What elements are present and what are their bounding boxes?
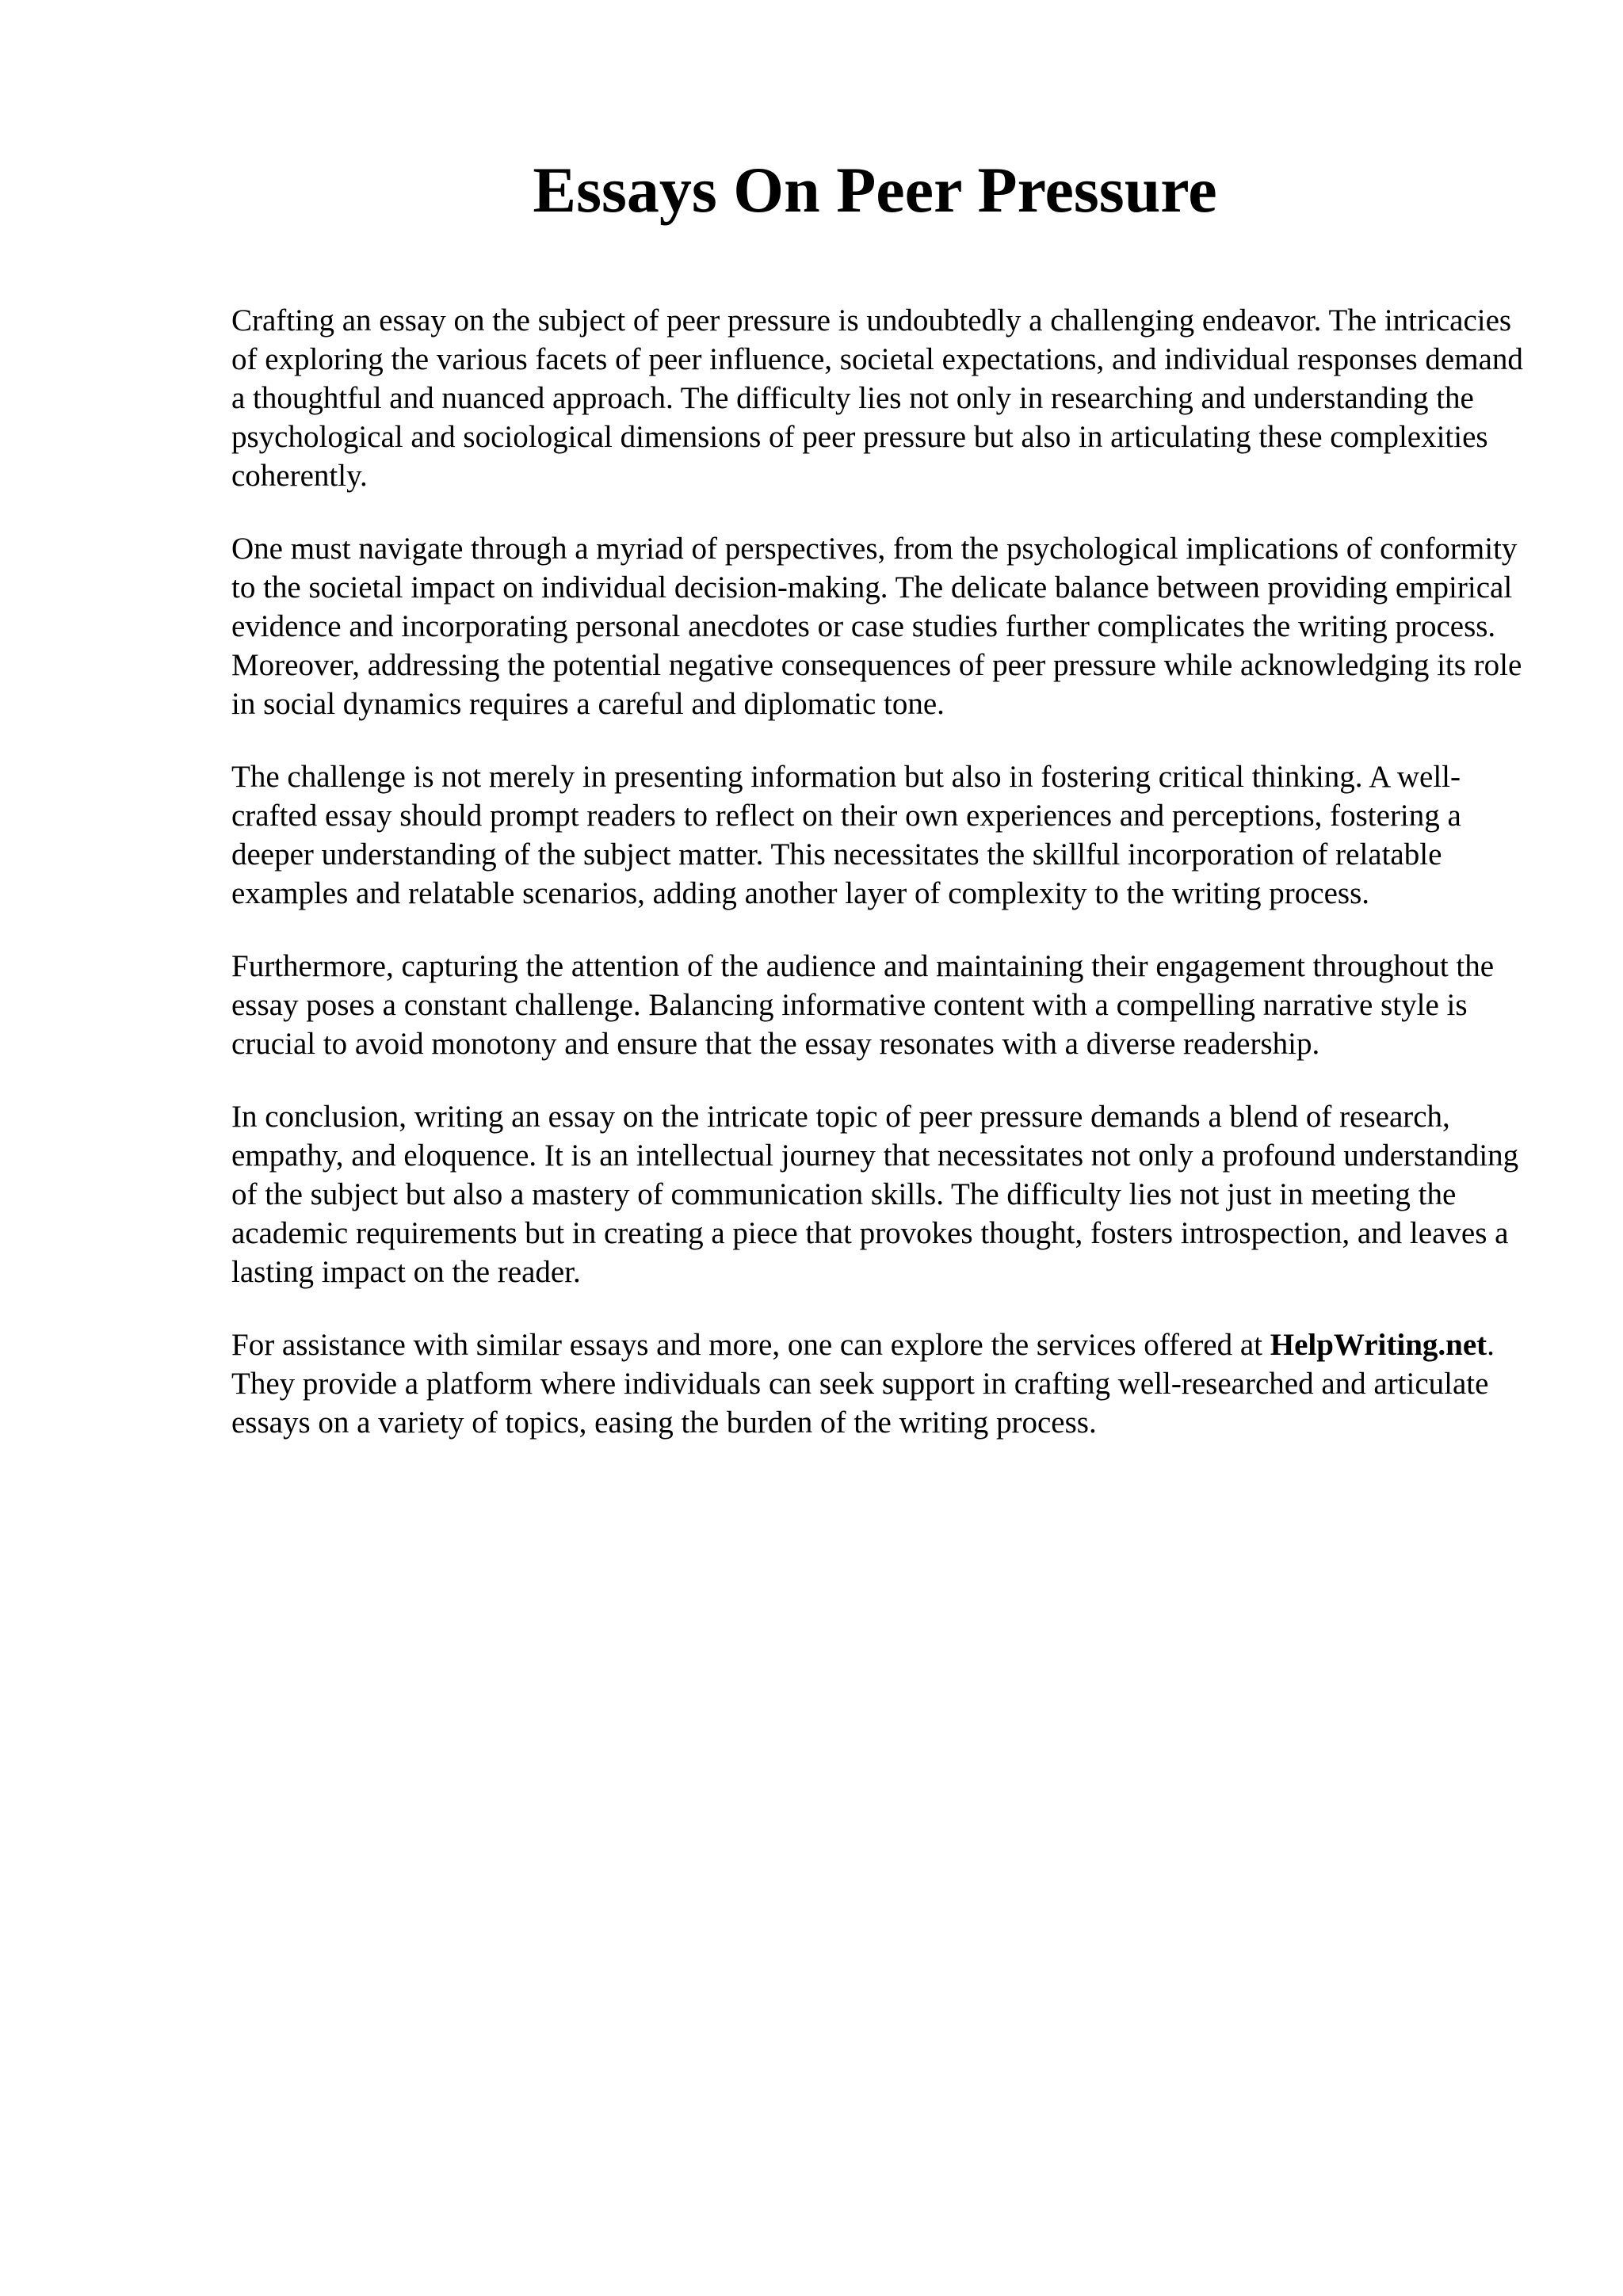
closing-text-before: For assistance with similar essays and more, one can explore the services offered at — [231, 1328, 1270, 1362]
paragraph-2: One must navigate through a myriad of perspectives, from the psychological implications of conformity to the societal impact on individual decision-making. The delicate balance between providing empirical evidence and incorporating personal anecdotes or case studies further complicates the writing process. Moreover, addressing the potential negative consequences of peer pressure while acknowledging its role in social dynamics requires a careful and diplomatic tone. — [231, 532, 1522, 721]
paragraph-3: The challenge is not merely in presenting information but also in fostering critical thinking. A well-crafted essay should prompt readers to reflect on their own experiences and perceptions, fostering a deeper understanding of the subject matter. This necessitates the skillful incorporation of relatable examples and relatable scenarios, adding another layer of complexity to the writing process. — [231, 760, 1461, 910]
paragraph-4: Furthermore, capturing the attention of the audience and maintaining their engagement throughout the essay poses a constant challenge. Balancing informative content with a compelling narrative style is crucial to avoid monotony and ensure that the essay resonates with a diverse readership. — [231, 949, 1495, 1061]
helpwriting-link[interactable]: HelpWriting.net — [1270, 1328, 1487, 1362]
paragraph-1: Crafting an essay on the subject of peer pressure is undoubtedly a challenging endeavor. The intricacies of exploring the various facets of peer influence, societal expectations, and individual responses demand a thoughtful and nuanced approach. The difficulty lies not only in researching and understanding the psychological and sociological dimensions of peer pressure but also in articulating these complexities coherently. — [231, 303, 1523, 493]
closing-paragraph — [231, 1325, 1531, 1442]
paragraph-5: In conclusion, writing an essay on the intricate topic of peer pressure demands a blend of research, empathy, and eloquence. It is an intellectual journey that necessitates not only a profound understanding of the subject but also a mastery of communication skills. The difficulty lies not just in meeting the academic requirements but in creating a piece that provokes thought, fosters introspection, and leaves a lasting impact on the reader. — [231, 1100, 1519, 1289]
document-title: Essays On Peer Pressure — [533, 154, 1217, 226]
closing-text-after: . They provide a platform where individuals can seek support in crafting well-researched and articulate essays on a variety of topics, easing the burden of the writing process. — [231, 1328, 1495, 1440]
document-body — [231, 301, 1531, 1476]
